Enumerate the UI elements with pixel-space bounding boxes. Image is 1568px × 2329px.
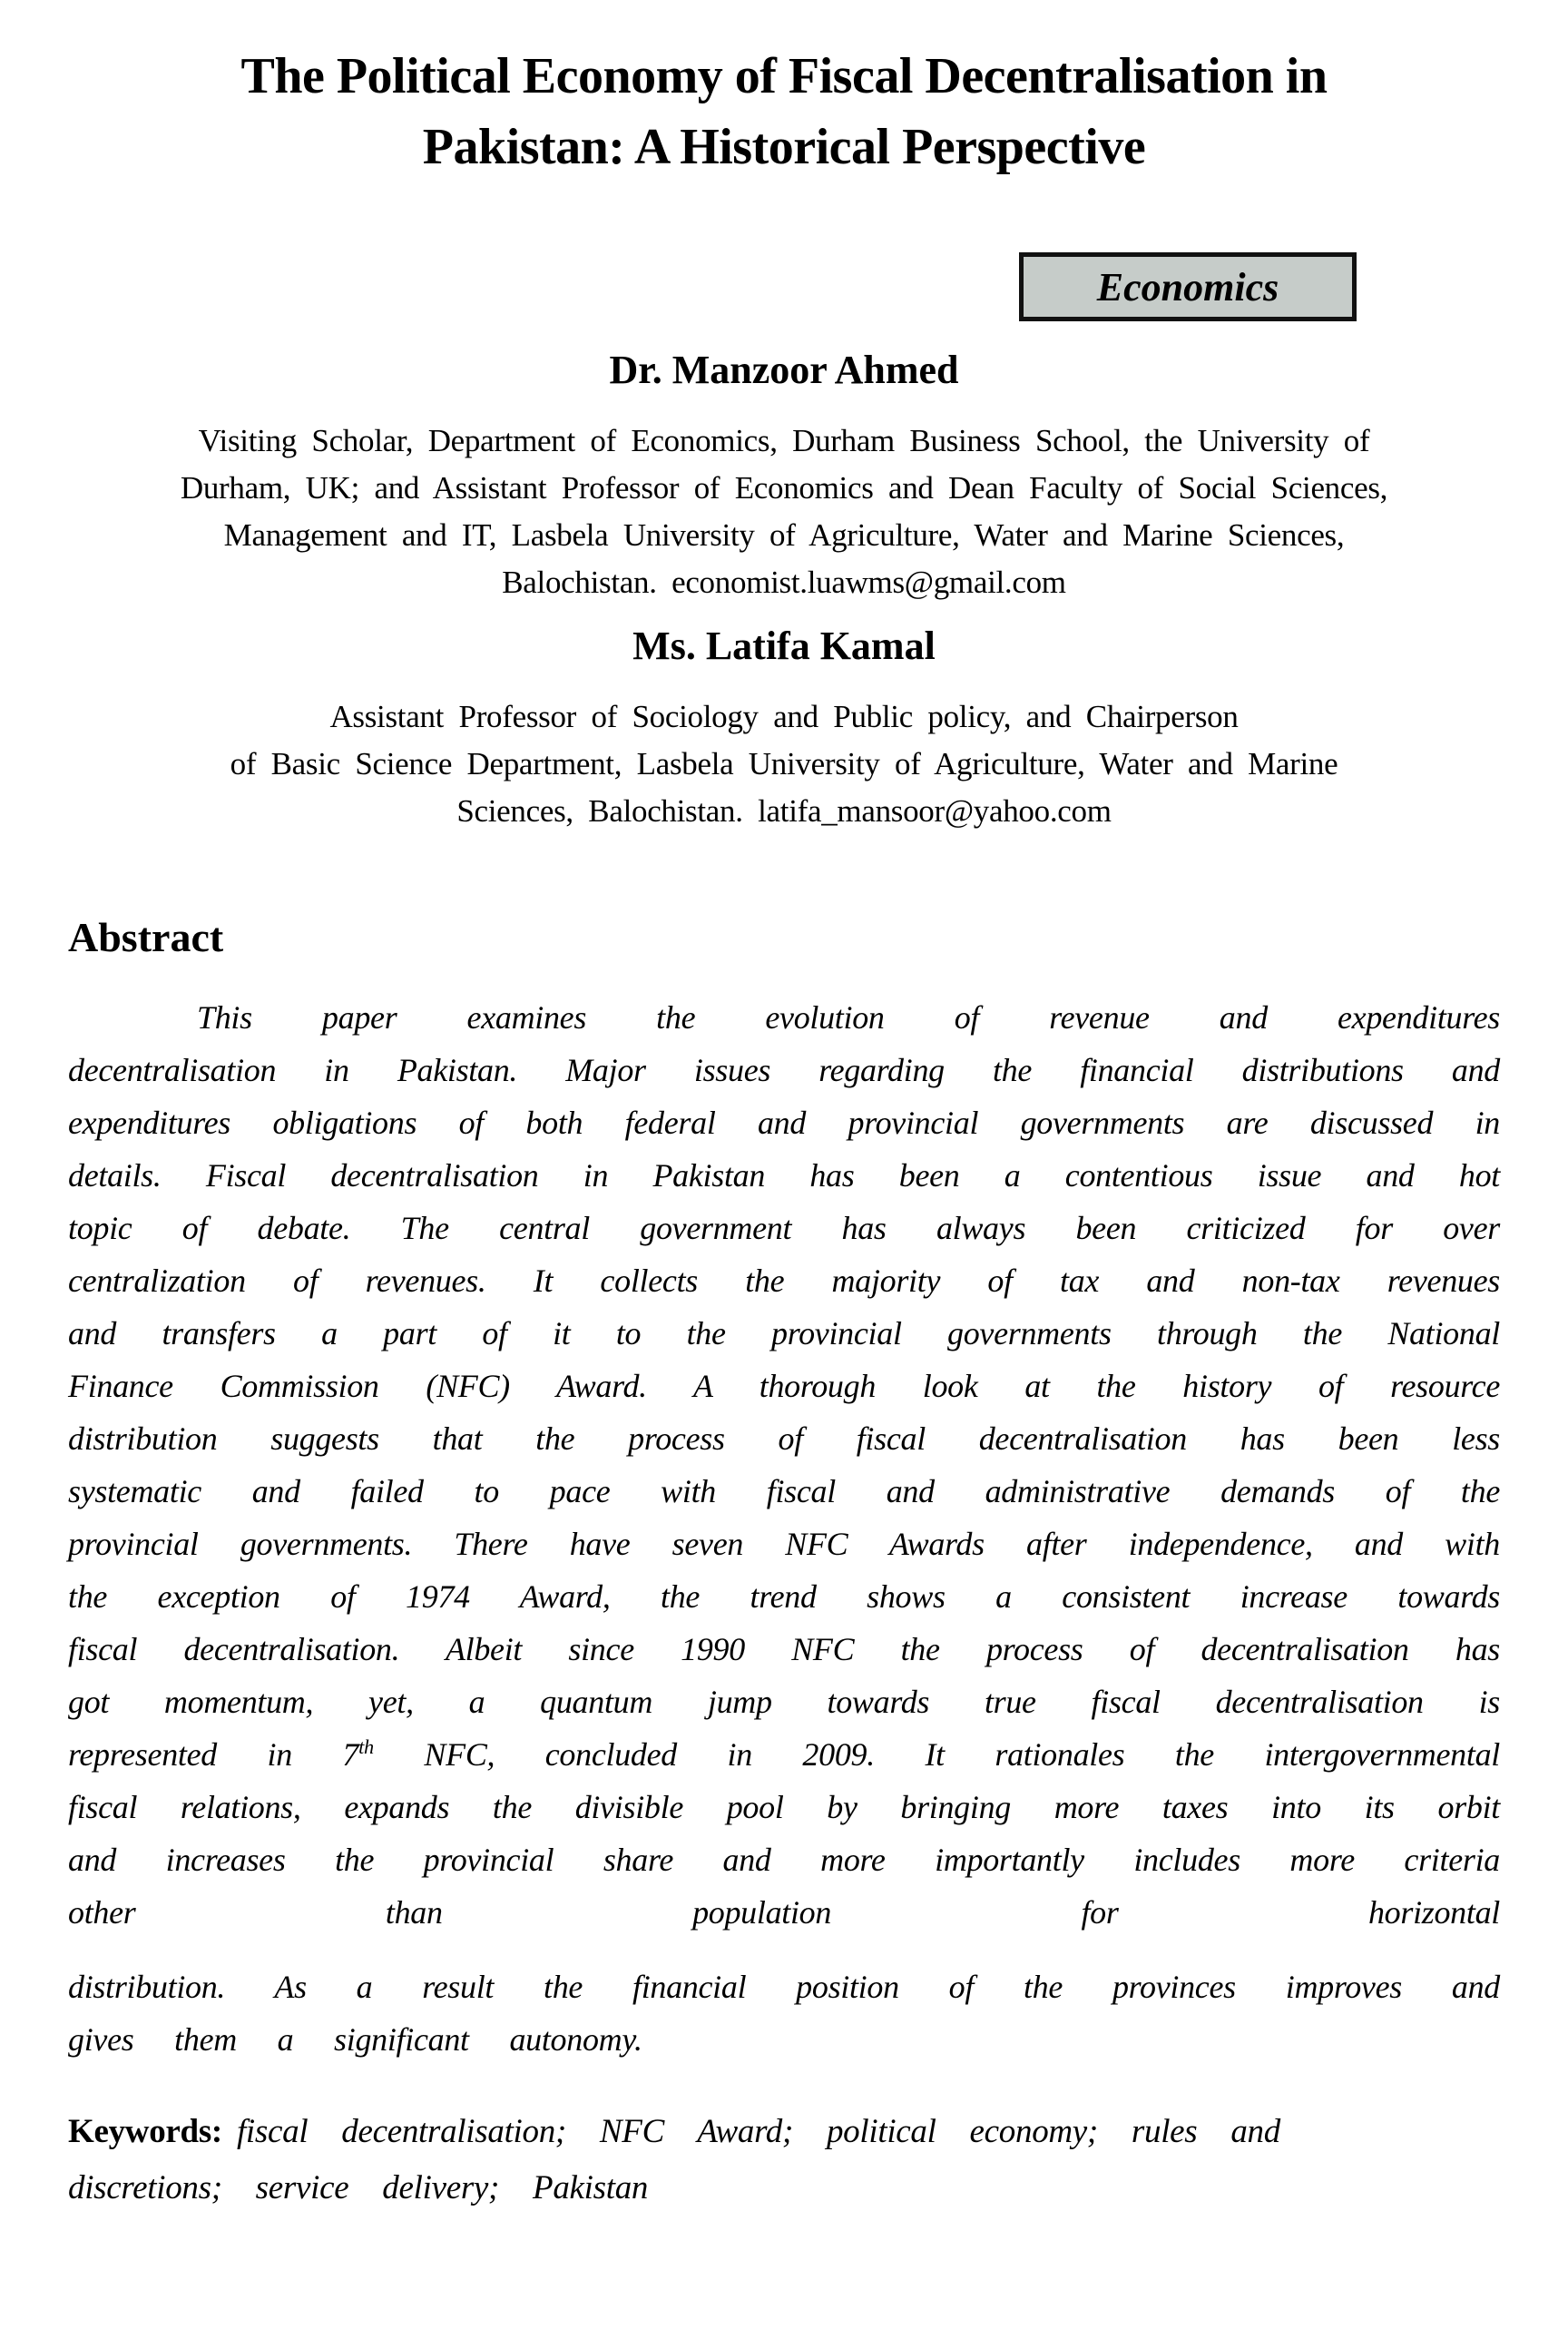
author-1-affiliation-line-2: Durham, UK; and Assistant Professor of Economics and Dean Faculty of Social Sciences, — [180, 470, 1388, 506]
author-2-affiliation-line-2: of Basic Science Department, Lasbela University of Agriculture, Water and Marine — [230, 746, 1338, 781]
keywords-label: Keywords: — [68, 2113, 222, 2150]
author-2-affiliation-line-1: Assistant Professor of Sociology and Public policy, and Chairperson — [329, 699, 1239, 734]
author-1-affiliation-line-3: Management and IT, Lasbela University of Agriculture, Water and Marine Sciences, — [223, 517, 1345, 553]
abstract-paragraph-1: This paper examines the evolution of revenue and expenditures decentralisation in Pakistan. Major issues regarding the financial distributions and expenditures obligations of both federal and provincial governments are discussed in details. Fiscal decentralisation in Pakistan has been a contentious issue and hot topic of debate. The central government has always been criticized for over centralization of revenues. It collects the majority of tax and non-tax revenues and transfers a part of it to the provincial governments through the National Finance Commission (NFC) Award. A thorough look at the history of resource distribution suggests that the process of fiscal decentralisation has been less systematic and failed to pace with fiscal and administrative demands of the provincial governments. There have seven NFC Awards after independence, and with the exception of 1974 Award, the trend shows a consistent increase towards fiscal decentralisation. Albeit since 1990 NFC the process of decentralisation has got momentum, yet, a quantum jump towards true fiscal decentralisation is represented in 7th NFC, concluded in 2009. It rationales the intergovernmental fiscal relations, expands the divisible pool by bringing more taxes into its orbit and increases the provincial share and more importantly includes more criteria other than population for horizontal — [68, 999, 1500, 1931]
subject-badge — [1019, 252, 1357, 321]
abstract-paragraph-2: distribution. As a result the financial position of the provinces improves and gives them a significant autonomy. — [68, 1969, 1500, 2058]
author-2-affiliation — [68, 693, 1500, 835]
author-1-name: Dr. Manzoor Ahmed — [609, 348, 959, 392]
author-1-affiliation — [68, 418, 1500, 606]
keywords-block — [68, 2104, 1284, 2216]
author-block-1 — [68, 345, 1500, 606]
subject-badge-row — [68, 252, 1500, 321]
abstract-heading: Abstract — [68, 914, 224, 960]
subject-badge-label: Economics — [1096, 264, 1279, 310]
author-block-2 — [68, 621, 1500, 835]
paper-title-line-1: The Political Economy of Fiscal Decentralisation in — [240, 48, 1328, 104]
author-2-name: Ms. Latifa Kamal — [632, 624, 936, 668]
paper-title — [68, 41, 1500, 182]
author-2-affiliation-line-3: Sciences, Balochistan. latifa_mansoor@yahoo.com — [456, 793, 1112, 829]
author-1-affiliation-line-4: Balochistan. economist.luawms@gmail.com — [502, 565, 1066, 600]
paper-title-line-2: Pakistan: A Historical Perspective — [422, 119, 1146, 175]
author-1-affiliation-line-1: Visiting Scholar, Department of Economics, Durham Business School, the University of — [198, 423, 1370, 458]
keywords-text: fiscal decentralisation; NFC Award; political economy; rules and discretions; service delivery; Pakistan — [68, 2113, 1280, 2206]
